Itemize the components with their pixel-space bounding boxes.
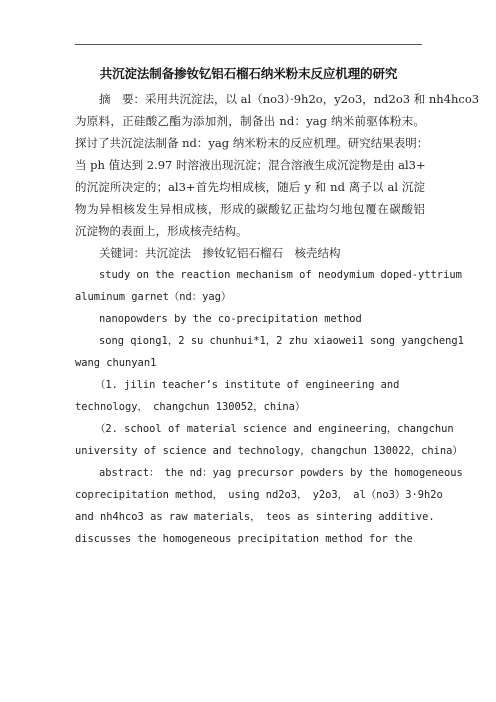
page-title: 共沉淀法制备掺钕钇铝石榴石纳米粉末反应机理的研究 [99,66,398,81]
english-title-line: study on the reaction mechanism of neodymium doped-yttrium [99,269,462,281]
abstract-line: 沉淀物的表面上，形成核壳结构。 [75,224,248,238]
abstract-line: 摘 要：采用共沉淀法，以 al（no3）·9h2o，y2o3，nd2o3 和 nh4hco3 [99,92,480,106]
affiliation-line: technology， changchun 130052，china） [75,401,306,413]
english-abstract-line: and nh4hco3 as raw materials， teos as sintering additive. [75,511,435,523]
document-body [75,88,480,550]
affiliation-line: university of science and technology，changchun 130022，china） [75,445,463,457]
keywords-line: 关键词：共沉淀法 掺钕钇铝石榴石 核壳结构 [99,246,341,260]
authors-line: wang chunyan1 [75,357,157,369]
english-abstract-line: coprecipitation method， using nd2o3， y2o3， al（no3）3·9h2o [75,489,443,501]
english-title-line: nanopowders by the co-precipitation method [99,313,362,325]
abstract-line: 的沉淀所决定的；al3+首先均相成核，随后 y 和 nd 离子以 al 沉淀 [75,180,425,194]
affiliation-line: （1. jilin teacher’s institute of engineering and [95,379,400,391]
abstract-line: 当 ph 值达到 2.97 时溶液出现沉淀；混合溶液生成沉淀物是由 al3+ [75,158,426,172]
abstract-line: 物为异相核发生异相成核，形成的碳酸钇正盐均匀地包覆在碳酸铝 [75,202,425,216]
abstract-line: 为原料，正硅酸乙酯为添加剂，制备出 nd：yag 纳米前驱体粉末。 [75,114,425,128]
english-abstract-line: discusses the homogeneous precipitation method for the [75,533,413,545]
affiliation-line: （2. school of material science and engineering，changchun [95,423,454,435]
english-abstract-line: abstract： the nd：yag precursor powders by the homogeneous [99,467,463,479]
english-title-line: aluminum garnet（nd：yag） [75,291,232,303]
header-rule [75,44,422,45]
authors-line: song qiong1，2 su chunhui*1，2 zhu xiaowei1 song yangcheng1 [99,335,464,347]
abstract-line: 探讨了共沉淀法制备 nd：yag 纳米粉末的反应机理。研究结果表明： [75,136,429,150]
